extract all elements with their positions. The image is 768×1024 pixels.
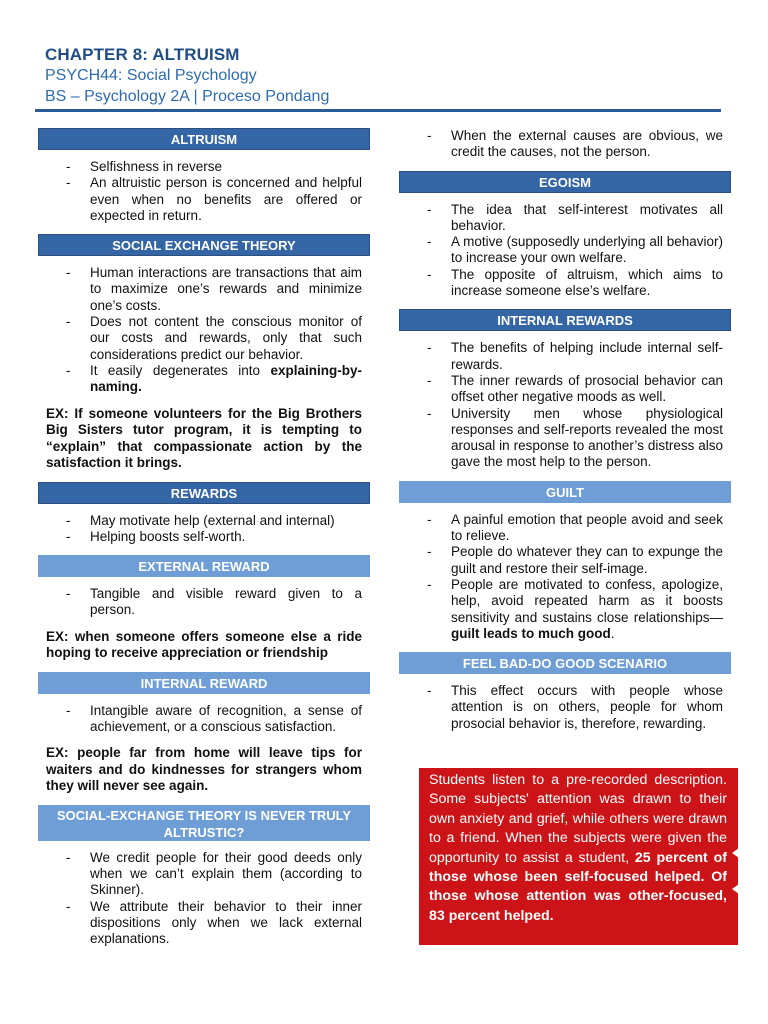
page-header: [45, 44, 725, 107]
right-column: [399, 128, 731, 742]
list-item: - The idea that self-interest motivates all behavior.: [399, 202, 731, 235]
item-text: It easily degenerates into: [90, 362, 271, 378]
chapter-title: CHAPTER 8: ALTRUISM: [45, 45, 240, 64]
continued-list: [399, 128, 731, 161]
list-item: - Tangible and visible reward given to a person.: [38, 586, 370, 619]
list-item: [399, 577, 731, 642]
list-item: [38, 363, 370, 396]
external-reward-list: [38, 586, 370, 619]
list-item: - Does not content the conscious monitor of our costs and rewards, only that such considerations predict our behavior.: [38, 314, 370, 363]
never-altruistic-heading: SOCIAL-EXCHANGE THEORY IS NEVER TRULY ALTRUSTIC?: [38, 805, 370, 841]
item-text: People are motivated to confess, apologize, help, avoid repeated harm as it boosts sensitivity and sustains close relationships—: [451, 576, 723, 625]
list-item: - The benefits of helping include internal self-rewards.: [399, 340, 731, 373]
egoism-heading: EGOISM: [399, 171, 731, 193]
egoism-list: [399, 202, 731, 300]
item-text: .: [610, 625, 615, 641]
altruism-heading: ALTRUISM: [38, 128, 370, 150]
list-item: - May motivate help (external and internal): [38, 513, 370, 529]
list-item: - Intangible aware of recognition, a sense of achievement, or a conscious satisfaction.: [38, 703, 370, 736]
guilt-list: [399, 512, 731, 642]
header-divider: [35, 109, 721, 112]
callout-bold-text: 25 percent of those whose been self-focused helped. Of those whose attention was other-focused, 83 percent helped.: [429, 849, 727, 924]
list-item: - We attribute their behavior to their inner dispositions only when we lack external explanations.: [38, 899, 370, 948]
external-reward-heading: EXTERNAL REWARD: [38, 555, 370, 577]
callout-text: Students listen to a pre-recorded description. Some subjects' attention was drawn to their own anxiety and grief, while others were drawn to a friend. When the subjects were given the opportunity to assist a student,: [429, 772, 727, 866]
guilt-heading: GUILT: [399, 481, 731, 503]
list-item: - We credit people for their good deeds only when we can’t explain them (according to Skinner).: [38, 850, 370, 899]
section-line: BS – Psychology 2A | Proceso Pondang: [45, 88, 330, 105]
list-item: - When the external causes are obvious, we credit the causes, not the person.: [399, 128, 731, 161]
item-bold-text: guilt leads to much good: [451, 625, 611, 641]
internal-rewards-list: [399, 340, 731, 470]
list-item: - People do whatever they can to expunge the guilt and restore their self-image.: [399, 544, 731, 577]
list-item: - The opposite of altruism, which aims to increase someone else’s welfare.: [399, 267, 731, 300]
feel-bad-list: [399, 683, 731, 732]
social-exchange-example: EX: If someone volunteers for the Big Brothers Big Sisters tutor program, it is tempting to “explain” that compassionate action by the satisfaction it brings.: [46, 405, 362, 471]
list-item: - An altruistic person is concerned and helpful even when no benefits are offered or expected in return.: [38, 175, 370, 224]
never-altruistic-list: [38, 850, 370, 948]
internal-rewards-heading: INTERNAL REWARDS: [399, 309, 731, 331]
list-item: - University men whose physiological responses and self-reports revealed the most arousal in response to another’s distress also gave the most help to the person.: [399, 406, 731, 471]
list-item: - A motive (supposedly underlying all behavior) to increase your own welfare.: [399, 234, 731, 267]
internal-reward-example: EX: people far from home will leave tips for waiters and do kindnesses for strangers whom they will never see again.: [46, 745, 362, 794]
list-item: - Selfishness in reverse: [38, 159, 370, 175]
item-bold-text: explaining-by-naming.: [90, 362, 362, 395]
callout-notch: [732, 848, 739, 858]
rewards-list: [38, 513, 370, 546]
social-exchange-heading: SOCIAL EXCHANGE THEORY: [38, 234, 370, 256]
rewards-heading: REWARDS: [38, 482, 370, 504]
list-item: - A painful emotion that people avoid and seek to relieve.: [399, 512, 731, 545]
internal-reward-heading: INTERNAL REWARD: [38, 672, 370, 694]
study-callout-box: [419, 768, 738, 945]
feel-bad-heading: FEEL BAD-DO GOOD SCENARIO: [399, 652, 731, 674]
list-item: - The inner rewards of prosocial behavior can offset other negative moods as well.: [399, 373, 731, 406]
course-title: PSYCH44: Social Psychology: [45, 67, 257, 84]
callout-notch: [732, 884, 739, 894]
list-item: - Human interactions are transactions that aim to maximize one’s rewards and minimize one’s costs.: [38, 265, 370, 314]
altruism-list: [38, 159, 370, 224]
list-item: - Helping boosts self-worth.: [38, 529, 370, 545]
left-column: [38, 128, 370, 958]
internal-reward-list: [38, 703, 370, 736]
external-reward-example: EX: when someone offers someone else a ride hoping to receive appreciation or friendship: [46, 628, 362, 661]
list-item: - This effect occurs with people whose attention is on others, people for whom prosocial behavior is, therefore, rewarding.: [399, 683, 731, 732]
social-exchange-list: [38, 265, 370, 395]
